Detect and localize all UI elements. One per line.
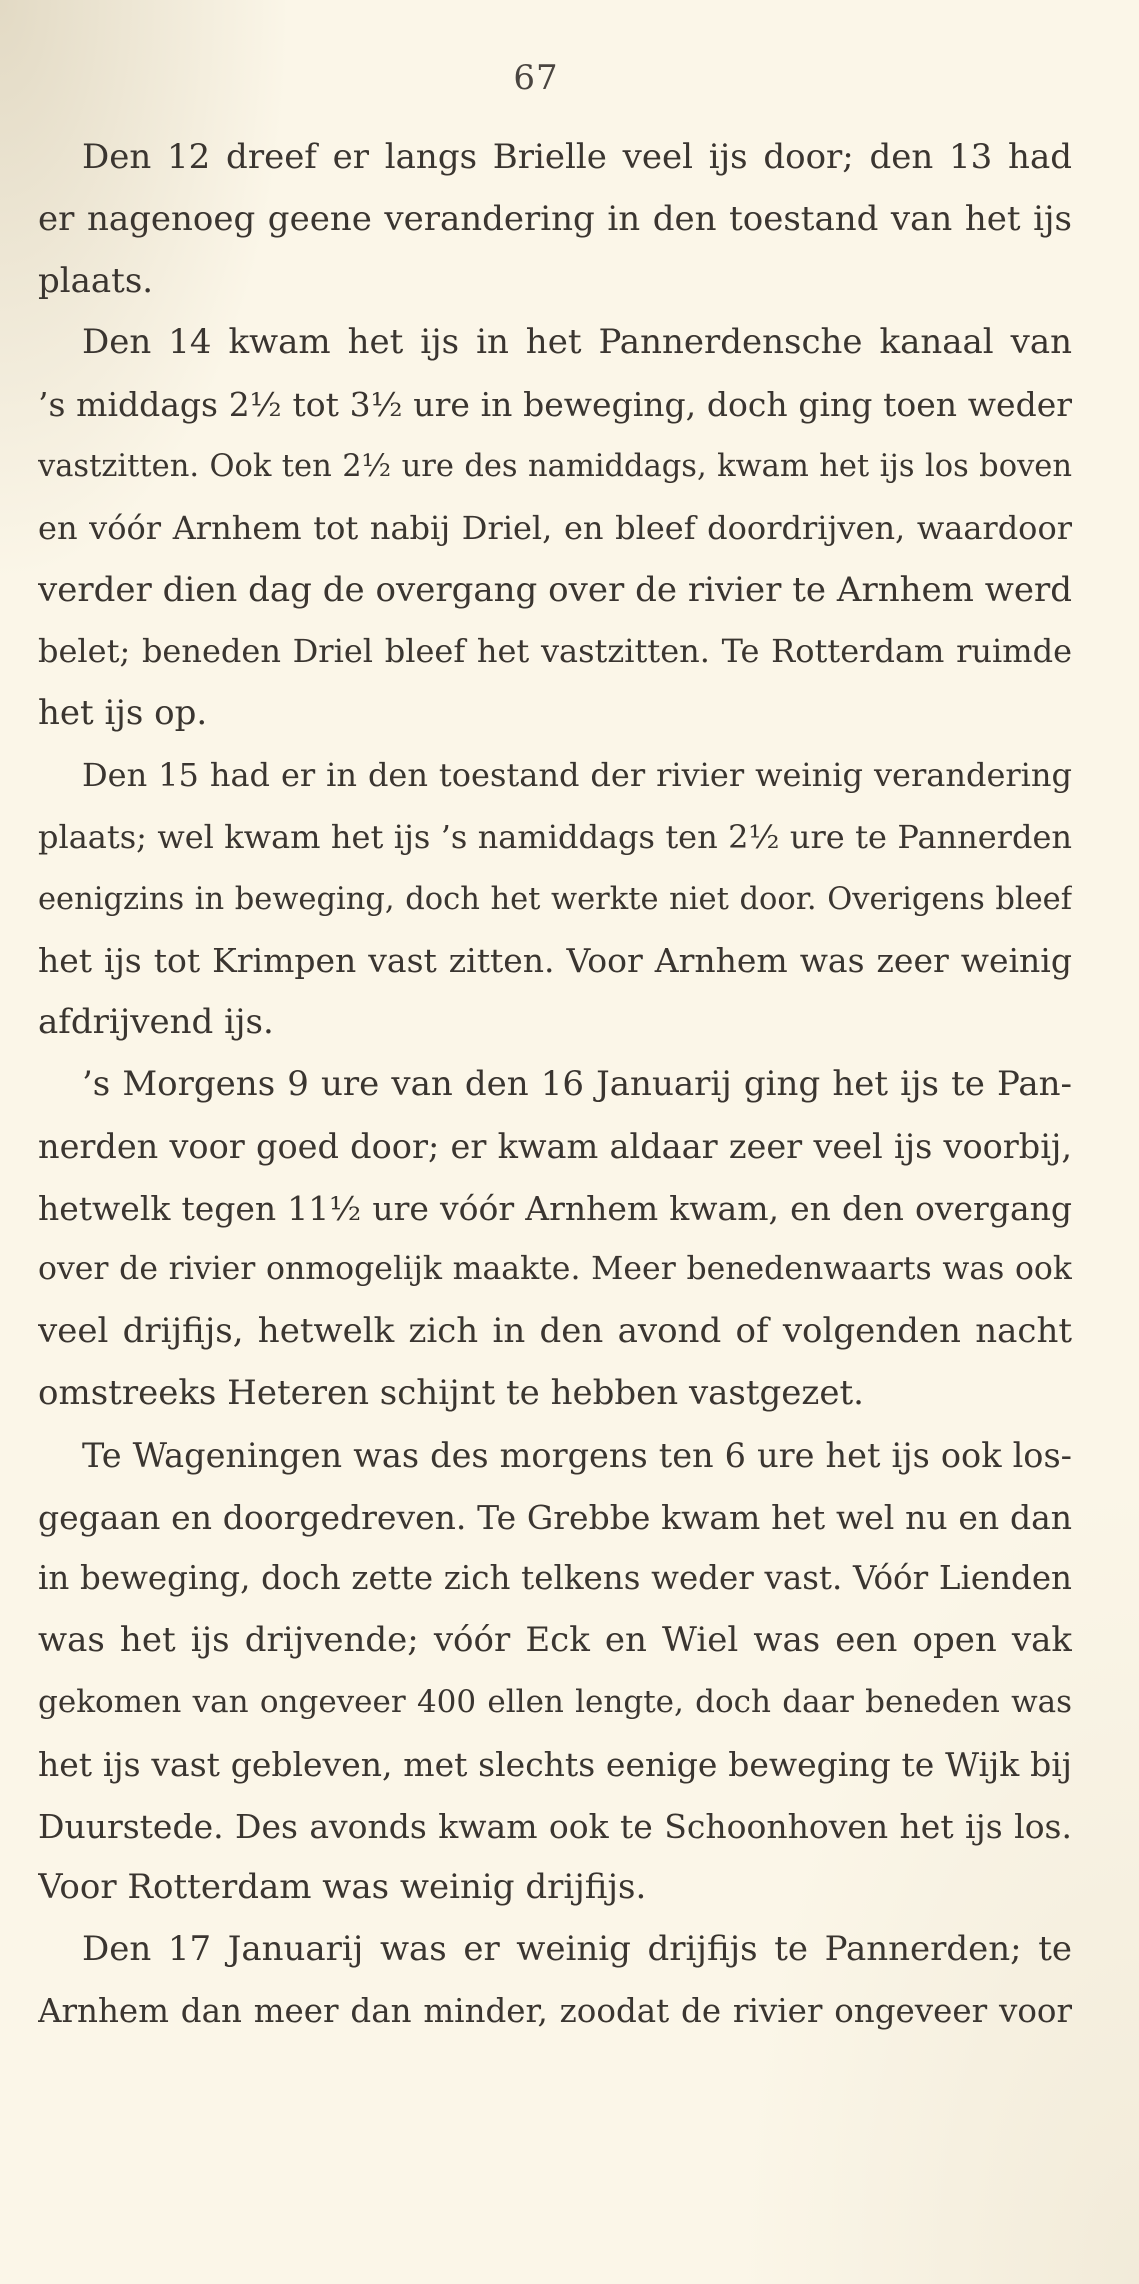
text-line: Den 12 dreef er langs Brielle veel ijs door; den 13 had [82, 137, 1072, 177]
body-text [38, 127, 1072, 2043]
text-line: veel drijfijs, hetwelk zich in den avond of volgenden nacht [38, 1311, 1072, 1352]
text-line: Den 14 kwam het ijs in het Pannerdensche kanaal van [82, 322, 1072, 363]
text-line: Den 17 Januarij was er weinig drijfijs te Pannerden; te [82, 1929, 1072, 1970]
text-line: in beweging, doch zette zich telkens weder vast. Vóór Lienden [38, 1559, 1072, 1598]
text-line: het ijs vast gebleven, met slechts eenige beweging te Wijk bij [38, 1744, 1072, 1784]
text-line: hetwelk tegen 11½ ure vóór Arnhem kwam, en den overgang [38, 1188, 1072, 1228]
text-line: en vóór Arnhem tot nabij Driel, en bleef doordrijven, waardoor [38, 508, 1072, 547]
text-line: plaats. [38, 260, 154, 301]
text-line: nerden voor goed door; er kwam aldaar zeer veel ijs voorbij, [38, 1126, 1072, 1166]
text-line: vastzitten. Ook ten 2½ ure des namiddags, kwam het ijs los boven [38, 448, 1072, 484]
text-line: Arnhem dan meer dan minder, zoodat de rivier ongeveer voor [38, 1991, 1072, 2030]
text-line: omstreeks Heteren schijnt te hebben vastgezet. [38, 1372, 864, 1413]
text-line: het ijs tot Krimpen vast zitten. Voor Arnhem was zeer weinig [38, 941, 1072, 981]
text-line: Te Wageningen was des morgens ten 6 ure het ijs ook los- [82, 1435, 1072, 1475]
text-line: was het ijs drijvende; vóór Eck en Wiel was een open vak [38, 1620, 1072, 1661]
text-line: Den 15 had er in den toestand der rivier weinig verandering [82, 755, 1072, 794]
text-line: afdrijvend ijs. [38, 1002, 274, 1043]
text-line: het ijs op. [38, 693, 208, 734]
text-line: ’s middags 2½ tot 3½ ure in beweging, doch ging toen weder [38, 385, 1072, 425]
page-number: 67 [513, 58, 559, 98]
text-line: gegaan en doorgedreven. Te Grebbe kwam het wel nu en dan [38, 1497, 1072, 1537]
text-line: eenigzins in beweging, doch het werkte niet door. Overigens bleef [38, 881, 1072, 917]
text-line: over de rivier onmogelijk maakte. Meer benedenwaarts was ook [38, 1251, 1072, 1288]
text-line: verder dien dag de overgang over de rivier te Arnhem werd [38, 569, 1072, 610]
text-line: ’s Morgens 9 ure van den 16 Januarij ging het ijs te Pan- [82, 1063, 1072, 1104]
text-line: gekomen van ongeveer 400 ellen lengte, doch daar beneden was [38, 1683, 1072, 1720]
text-line: plaats; wel kwam het ijs ’s namiddags ten 2½ ure te Pannerden [38, 817, 1072, 856]
text-line: er nagenoeg geene verandering in den toestand van het ijs [38, 198, 1072, 239]
text-line: Duurstede. Des avonds kwam ook te Schoonhoven het ijs los. [38, 1806, 1072, 1846]
text-line: Voor Rotterdam was weinig drijfijs. [38, 1867, 647, 1908]
text-line: belet; beneden Driel bleef het vastzitten. Te Rotterdam ruimde [38, 632, 1072, 671]
